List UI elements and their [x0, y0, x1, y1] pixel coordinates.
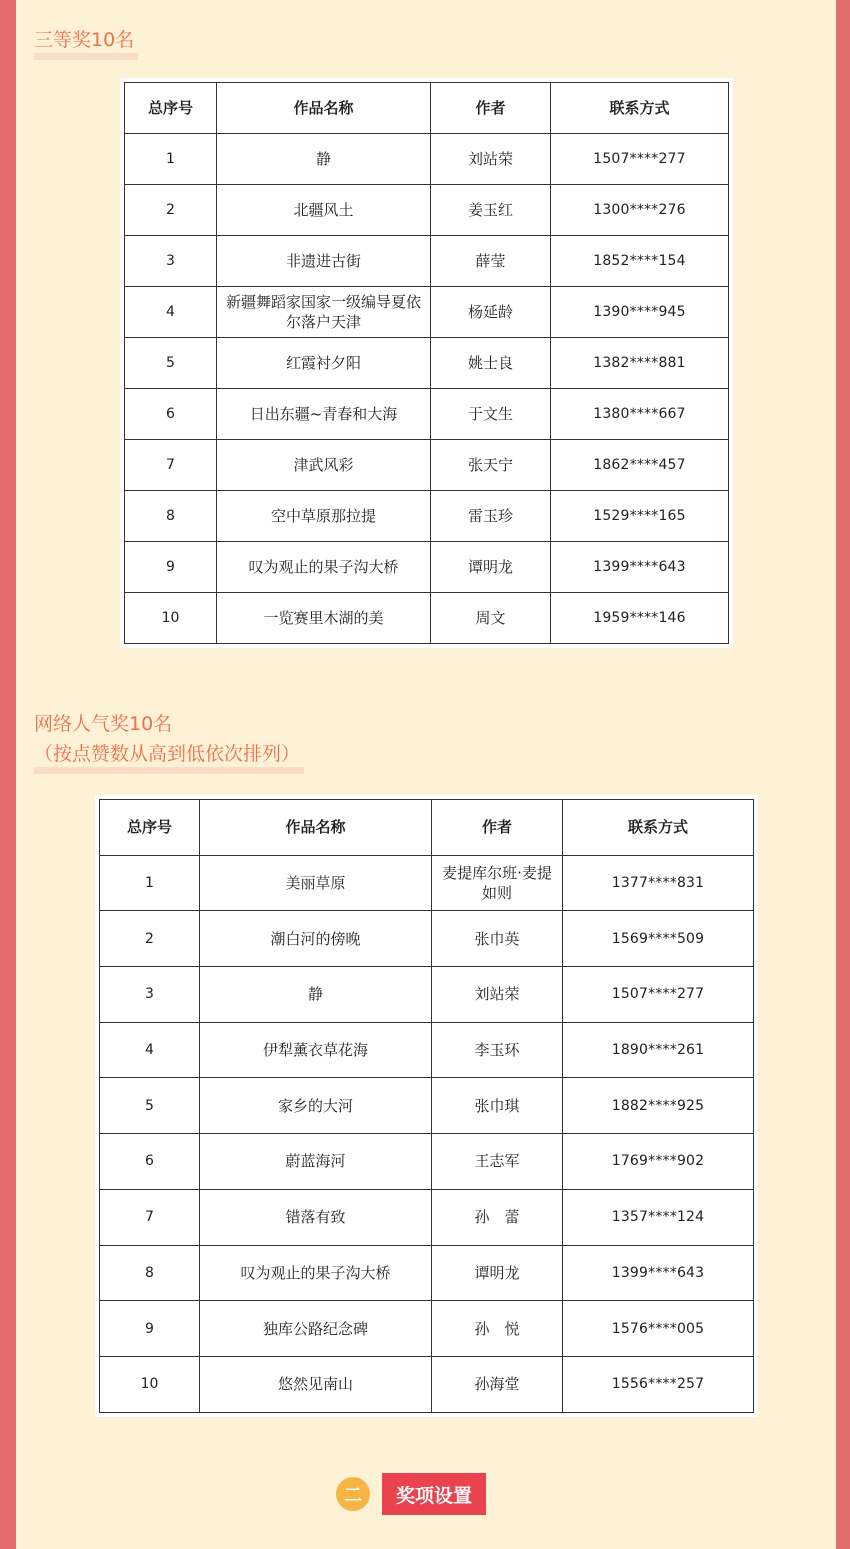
content-panel: [16, 0, 836, 1549]
cell-contact: 1890****261: [563, 1022, 754, 1078]
cell-contact: 1399****643: [551, 542, 729, 593]
cell-work-title: 伊犁薰衣草花海: [200, 1022, 432, 1078]
cell-author: 周文: [431, 593, 551, 644]
cell-work-title: 津武风彩: [217, 440, 431, 491]
cell-author: 刘站荣: [431, 134, 551, 185]
cell-work-title: 红霞衬夕阳: [217, 338, 431, 389]
cell-index: 10: [100, 1356, 200, 1412]
popularity-prize-title: 网络人气奖10名: [34, 713, 173, 735]
header-author: 作者: [431, 83, 551, 134]
cell-work-title: 美丽草原: [200, 855, 432, 911]
table-header-row: [125, 83, 729, 134]
cell-index: 7: [125, 440, 217, 491]
cell-author: 李玉环: [432, 1022, 563, 1078]
header-author: 作者: [432, 800, 563, 856]
cell-work-title: 悠然见南山: [200, 1356, 432, 1412]
cell-author: 孙海堂: [432, 1356, 563, 1412]
cell-contact: 1556****257: [563, 1356, 754, 1412]
cell-contact: 1380****667: [551, 389, 729, 440]
cell-work-title: 静: [217, 134, 431, 185]
cell-contact: 1382****881: [551, 338, 729, 389]
third-prize-table-container: [120, 78, 733, 648]
cell-author: 刘站荣: [432, 967, 563, 1023]
header-work-title: 作品名称: [200, 800, 432, 856]
cell-work-title: 蔚蓝海河: [200, 1134, 432, 1190]
cell-index: 10: [125, 593, 217, 644]
cell-author: 薛莹: [431, 236, 551, 287]
cell-index: 2: [100, 911, 200, 967]
section-title-button[interactable]: 奖项设置: [382, 1473, 486, 1515]
popularity-prize-table: [99, 799, 754, 1413]
third-prize-title: 三等奖10名: [34, 27, 138, 60]
table-row: [100, 1078, 754, 1134]
cell-author: 谭明龙: [431, 542, 551, 593]
table-row: [125, 236, 729, 287]
cell-author: 姚士良: [431, 338, 551, 389]
header-index: 总序号: [100, 800, 200, 856]
table-row: [125, 338, 729, 389]
cell-contact: 1357****124: [563, 1189, 754, 1245]
section-badge: [336, 1473, 486, 1515]
cell-contact: 1852****154: [551, 236, 729, 287]
cell-contact: 1959****146: [551, 593, 729, 644]
cell-contact: 1769****902: [563, 1134, 754, 1190]
table-row: [125, 593, 729, 644]
table-row: [125, 134, 729, 185]
popularity-prize-table-container: [95, 795, 758, 1417]
cell-index: 3: [125, 236, 217, 287]
table-row: [125, 491, 729, 542]
table-row: [100, 1189, 754, 1245]
cell-index: 4: [100, 1022, 200, 1078]
table-row: [125, 287, 729, 338]
cell-author: 于文生: [431, 389, 551, 440]
cell-contact: 1377****831: [563, 855, 754, 911]
cell-index: 9: [125, 542, 217, 593]
table-row: [125, 440, 729, 491]
cell-work-title: 新疆舞蹈家国家一级编导夏依尔落户天津: [217, 287, 431, 338]
cell-author: 雷玉珍: [431, 491, 551, 542]
cell-contact: 1507****277: [563, 967, 754, 1023]
cell-index: 7: [100, 1189, 200, 1245]
cell-work-title: 叹为观止的果子沟大桥: [200, 1245, 432, 1301]
cell-author: 麦提库尔班·麦提如则: [432, 855, 563, 911]
cell-index: 3: [100, 967, 200, 1023]
table-row: [100, 1022, 754, 1078]
cell-contact: 1862****457: [551, 440, 729, 491]
cell-author: 王志军: [432, 1134, 563, 1190]
cell-work-title: 错落有致: [200, 1189, 432, 1245]
cell-index: 8: [100, 1245, 200, 1301]
cell-contact: 1507****277: [551, 134, 729, 185]
cell-author: 张巾英: [432, 911, 563, 967]
third-prize-heading: [34, 25, 138, 60]
header-index: 总序号: [125, 83, 217, 134]
header-work-title: 作品名称: [217, 83, 431, 134]
table-row: [100, 911, 754, 967]
header-contact: 联系方式: [563, 800, 754, 856]
cell-index: 6: [125, 389, 217, 440]
table-header-row: [100, 800, 754, 856]
cell-work-title: 北疆风土: [217, 185, 431, 236]
cell-work-title: 独库公路纪念碑: [200, 1301, 432, 1357]
cell-contact: 1300****276: [551, 185, 729, 236]
cell-contact: 1882****925: [563, 1078, 754, 1134]
cell-index: 9: [100, 1301, 200, 1357]
cell-index: 8: [125, 491, 217, 542]
cell-author: 姜玉红: [431, 185, 551, 236]
popularity-prize-heading: [34, 709, 304, 774]
table-row: [100, 1245, 754, 1301]
cell-contact: 1569****509: [563, 911, 754, 967]
table-row: [100, 855, 754, 911]
table-row: [100, 1301, 754, 1357]
cell-index: 6: [100, 1134, 200, 1190]
cell-author: 谭明龙: [432, 1245, 563, 1301]
cell-author: 张巾琪: [432, 1078, 563, 1134]
table-row: [100, 1356, 754, 1412]
cell-author: 孙 蕾: [432, 1189, 563, 1245]
table-row: [125, 185, 729, 236]
table-row: [125, 389, 729, 440]
cell-index: 5: [100, 1078, 200, 1134]
cell-author: 张天宁: [431, 440, 551, 491]
table-row: [125, 542, 729, 593]
third-prize-table: [124, 82, 729, 644]
cell-index: 1: [125, 134, 217, 185]
cell-contact: 1529****165: [551, 491, 729, 542]
cell-work-title: 家乡的大河: [200, 1078, 432, 1134]
cell-index: 4: [125, 287, 217, 338]
cell-index: 2: [125, 185, 217, 236]
cell-contact: 1399****643: [563, 1245, 754, 1301]
cell-work-title: 潮白河的傍晚: [200, 911, 432, 967]
cell-work-title: 日出东疆~青春和大海: [217, 389, 431, 440]
cell-work-title: 静: [200, 967, 432, 1023]
cell-work-title: 非遗进古街: [217, 236, 431, 287]
cell-work-title: 空中草原那拉提: [217, 491, 431, 542]
popularity-prize-subtitle: （按点赞数从高到低依次排列）: [34, 741, 304, 774]
cell-author: 孙 悦: [432, 1301, 563, 1357]
cell-author: 杨延龄: [431, 287, 551, 338]
section-number-badge: 二: [336, 1477, 370, 1511]
cell-index: 1: [100, 855, 200, 911]
cell-index: 5: [125, 338, 217, 389]
cell-contact: 1576****005: [563, 1301, 754, 1357]
cell-work-title: 叹为观止的果子沟大桥: [217, 542, 431, 593]
table-row: [100, 1134, 754, 1190]
table-row: [100, 967, 754, 1023]
cell-work-title: 一览赛里木湖的美: [217, 593, 431, 644]
header-contact: 联系方式: [551, 83, 729, 134]
cell-contact: 1390****945: [551, 287, 729, 338]
